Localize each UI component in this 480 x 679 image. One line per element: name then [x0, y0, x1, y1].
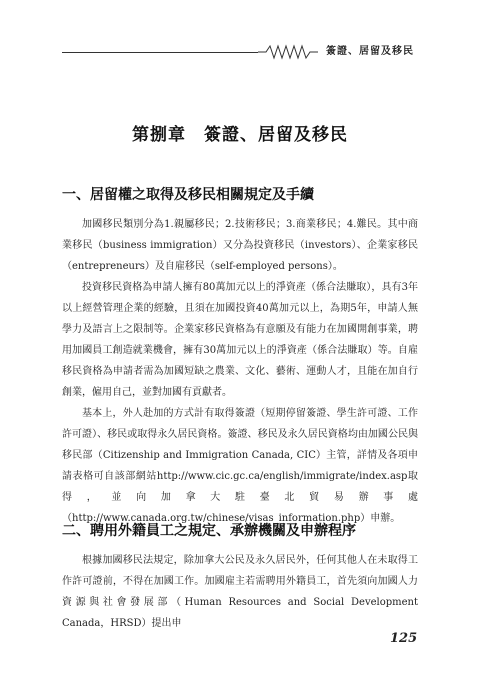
paragraph: 投資移民資格為申請人擁有80萬加元以上的淨資產（係合法賺取），具有3年以上經營管理企業的經驗，且須在加國投資40萬加元以上，為期5年，申請人無學力及語言上之限制等。企業家移民資格為有意願及有能力在加國開創事業，聘用加國員工創造就業機會，擁有30萬加元以上的淨資產（係合法賺取）等。自雇移民資格為申請者需為加國短缺之農業、文化、藝術、運動人才，且能在加自行創業，僱用自己，並對加國有貢獻者。 — [62, 282, 418, 398]
section-title-1: 一、居留權之取得及移民相關規定及手續 — [62, 187, 314, 203]
heartbeat-line-icon — [258, 44, 320, 60]
paragraph: 根據加國移民法規定，除加拿大公民及永久居民外，任何其他人在未取得工作許可證前，不得在加國工作。加國雇主若需聘用外籍員工，首先須向加國人力資源與社會發展部（Human Resources and Social Development Canada，HRSD）提出申 — [62, 555, 418, 629]
running-header — [62, 44, 418, 60]
paragraph: 加國移民類別分為1.親屬移民；2.技術移民；3.商業移民；4.難民。其中商業移民（business immigration）又分為投資移民（investors）、企業家移民（entrepreneurs）及自雇移民（self-employed persons）。 — [62, 219, 418, 272]
chapter-title: 第捌章 簽證、居留及移民 — [132, 125, 348, 145]
header-chapter-tag: 簽證、居留及移民 — [318, 44, 418, 60]
section-title-2: 二、聘用外籍員工之規定、承辦機關及申辦程序 — [62, 523, 356, 539]
page-number: 125 — [390, 631, 418, 646]
paragraph: 基本上，外人赴加的方式計有取得簽證（短期停留簽證、學生許可證、工作許可證）、移民或取得永久居民資格。簽證、移民及永久居民資格均由加國公民與移民部（Citizenship and Immigration Canada, CIC）主管，詳情及各項申請表格可自該部網站http://www.cic.gc.ca/english/immigrate/index.asp取得，並向加拿大駐臺北貿易辦事處（http://www.canada.org.tw/chinese/visas_information.php）申辦。 — [62, 408, 418, 524]
